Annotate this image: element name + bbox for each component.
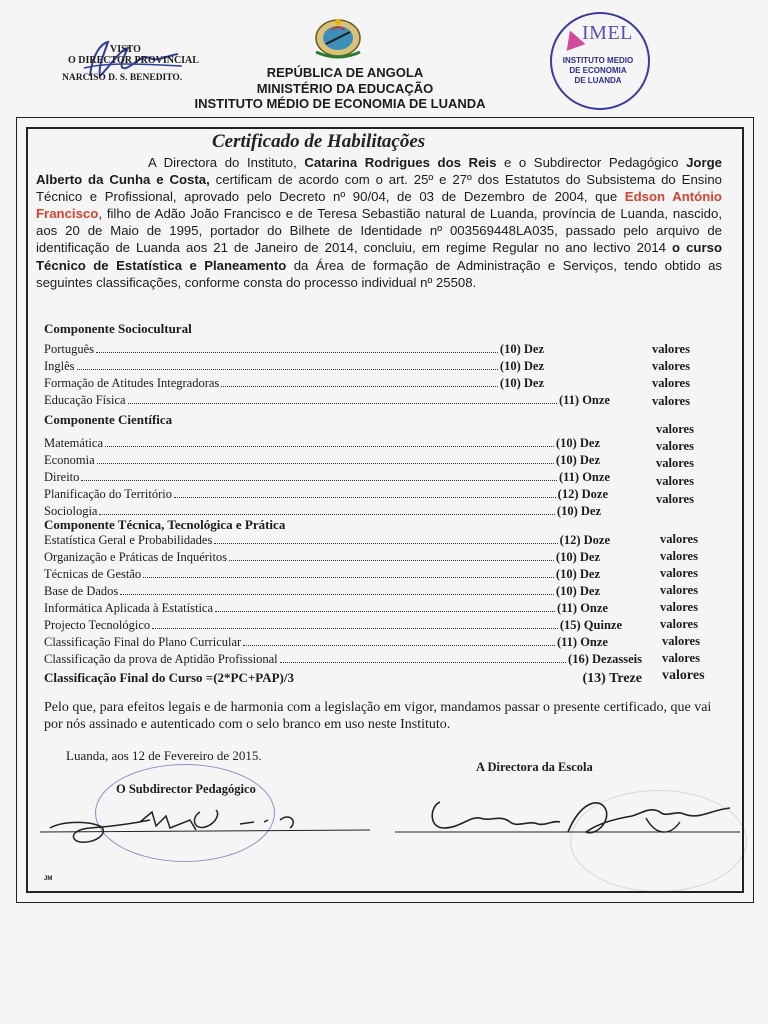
valores-label: valores: [656, 439, 694, 453]
subject-grade: (10) Dez: [555, 567, 600, 581]
subject-grade: (12) Doze: [559, 533, 610, 547]
issue-date: Luanda, aos 12 de Fevereiro de 2015.: [66, 748, 262, 763]
grade-row: [44, 567, 600, 582]
section-heading-tecnica: Componente Técnica, Tecnológica e Prática: [44, 517, 286, 532]
subject-name: Base de Dados: [44, 584, 119, 598]
subject-grade: (15) Quinze: [559, 618, 622, 632]
republic-heading: REPÚBLICA DE ANGOLA: [266, 65, 424, 80]
grade-row: [44, 453, 600, 468]
intro-text-3: certificam de acordo com o art. 25º e 27º dos Estatutos do Subsistema do Ensino Técnico e Profissional, aprovado pelo Decreto nº 90/04, de 03 de Dezembro de 2004, que: [36, 172, 722, 205]
subject-name: Estatística Geral e Probabilidades: [44, 533, 213, 547]
final-grade-row: [44, 670, 642, 687]
certificate-intro-paragraph: [36, 154, 722, 291]
subject-name: Informática Aplicada à Estatística: [44, 601, 214, 615]
subject-name: Educação Física: [44, 393, 126, 407]
section-heading-cientifica: Componente Científica: [44, 412, 173, 427]
intro-text-4: , filho de Adão João Francisco e de Teresa Sebastião natural de Luanda, província de Luanda, nascido, aos 20 de Maio de 1995, portador do Bilhete de Identidade nº 003569448LA035, passado pelo arquivo de identificação de Luanda aos 21 de Janeiro de 2014, concluiu, em regime Regular no ano lectivo 2014: [36, 206, 722, 256]
valores-label: valores: [660, 532, 698, 546]
grade-row: [44, 359, 544, 374]
visto-label: VISTO: [110, 44, 141, 55]
valores-label: valores: [652, 394, 690, 408]
subject-grade: (10) Dez: [555, 436, 600, 450]
valores-label: valores: [652, 359, 690, 373]
grade-row: [44, 487, 608, 502]
intro-text-1: A Directora do Instituto,: [148, 155, 305, 170]
subject-grade: (10) Dez: [555, 584, 600, 598]
valores-label: valores: [656, 456, 694, 470]
valores-label: valores: [660, 617, 698, 631]
subject-name: Direito: [44, 470, 80, 484]
valores-label: valores: [662, 651, 700, 665]
subject-grade: (10) Dez: [555, 550, 600, 564]
valores-label: valores: [662, 668, 705, 683]
grade-row: [44, 436, 600, 451]
subject-grade: (12) Doze: [557, 487, 608, 501]
subject-grade: (10) Dez: [499, 376, 544, 390]
closing-text: Pelo que, para efeitos legais e de harmonia com a legislação em vigor, mandamos passar o presente certificado, que vai por nós assinado e autenticado com o selo branco em uso neste Instituto.: [44, 700, 712, 732]
valores-label: valores: [660, 566, 698, 580]
intro-text-5: da Área de formação de Administração e Serviços, tendo obtido as seguintes classificações, conforme consta do processo individual nº 25508.: [36, 257, 723, 290]
footer-mark: JM: [44, 876, 53, 882]
subject-name: Formação de Atitudes Integradoras: [44, 376, 220, 390]
valores-label: valores: [656, 422, 694, 436]
subject-name: Classificação da prova de Aptidão Profissional: [44, 652, 278, 666]
imel-seal-line2: DE ECONOMIA: [569, 66, 627, 75]
subject-name: Português: [44, 342, 94, 356]
valores-label: valores: [660, 549, 698, 563]
valores-label: valores: [660, 583, 698, 597]
certificate-title: Certificado de Habilitações: [212, 131, 426, 152]
student-name: Edson António Francisco: [36, 189, 722, 222]
subject-name: Organização e Práticas de Inquéritos: [44, 550, 228, 564]
final-grade-value: (13) Treze: [582, 671, 642, 686]
subject-grade: (10) Dez: [499, 359, 544, 373]
section-heading-sociocultural: Componente Sociocultural: [44, 321, 192, 336]
valores-label: valores: [662, 634, 700, 648]
grade-row: [44, 584, 600, 599]
course-name: o curso Técnico de Estatística e Planeamento: [36, 240, 722, 273]
subject-grade: (10) Dez: [555, 453, 600, 467]
subject-name: Sociologia: [44, 504, 98, 518]
imel-seal-line3: DE LUANDA: [574, 76, 622, 85]
signatures: [40, 792, 740, 872]
director-provincial-label: O DIRECTOR PROVINCIAL: [68, 55, 199, 66]
subject-grade: (11) Onze: [558, 393, 610, 407]
grade-row: [44, 618, 622, 633]
imel-seal-line1: INSTITUTO MEDIO: [562, 56, 634, 65]
final-grade-label: Classificação Final do Curso =(2*PC+PAP)/3: [44, 670, 295, 685]
subject-name: Planificação do Território: [44, 487, 173, 501]
directora-label: A Directora da Escola: [476, 760, 593, 774]
valores-label: valores: [652, 342, 690, 356]
grade-row: [44, 533, 610, 548]
grade-row: [44, 550, 600, 565]
valores-label: valores: [660, 600, 698, 614]
subject-name: Inglês: [44, 359, 75, 373]
grade-row: [44, 376, 544, 391]
subdirector-label: O Subdirector Pedagógico: [116, 782, 256, 796]
valores-label: valores: [652, 376, 690, 390]
institute-heading: INSTITUTO MÉDIO DE ECONOMIA DE LUANDA: [194, 96, 486, 111]
subject-name: Matemática: [44, 436, 103, 450]
subject-grade: (10) Dez: [556, 504, 601, 518]
subject-name: Economia: [44, 453, 95, 467]
directora-name: Catarina Rodrigues dos Reis: [304, 155, 497, 170]
imel-seal-title: IMEL: [582, 22, 633, 44]
grade-row: [44, 470, 610, 485]
grade-row: [44, 393, 610, 408]
grade-row: [44, 601, 608, 616]
subject-grade: (11) Onze: [558, 470, 610, 484]
subject-grade: (16) Dezasseis: [568, 652, 642, 666]
angola-emblem-icon: [302, 18, 374, 60]
valores-label: valores: [656, 492, 694, 506]
subject-grade: (11) Onze: [556, 601, 608, 615]
grade-row: [44, 342, 544, 357]
subject-name: Técnicas de Gestão: [44, 567, 142, 581]
subdirector-name: Jorge Alberto da Cunha e Costa,: [36, 155, 722, 188]
valores-label: valores: [656, 474, 694, 488]
subject-name: Projecto Tecnológico: [44, 618, 151, 632]
grade-row: [44, 652, 642, 667]
intro-text-2: e o Subdirector Pedagógico: [496, 155, 687, 170]
closing-paragraph: [44, 699, 724, 733]
ministry-heading: MINISTÉRIO DA EDUCAÇÃO: [256, 81, 434, 96]
subject-grade: (10) Dez: [499, 342, 544, 356]
subject-name: Classificação Final do Plano Curricular: [44, 635, 242, 649]
grade-row: [44, 635, 608, 650]
director-provincial-name: NARCISO D. S. BENEDITO.: [62, 73, 183, 83]
subject-grade: (11) Onze: [556, 635, 608, 649]
